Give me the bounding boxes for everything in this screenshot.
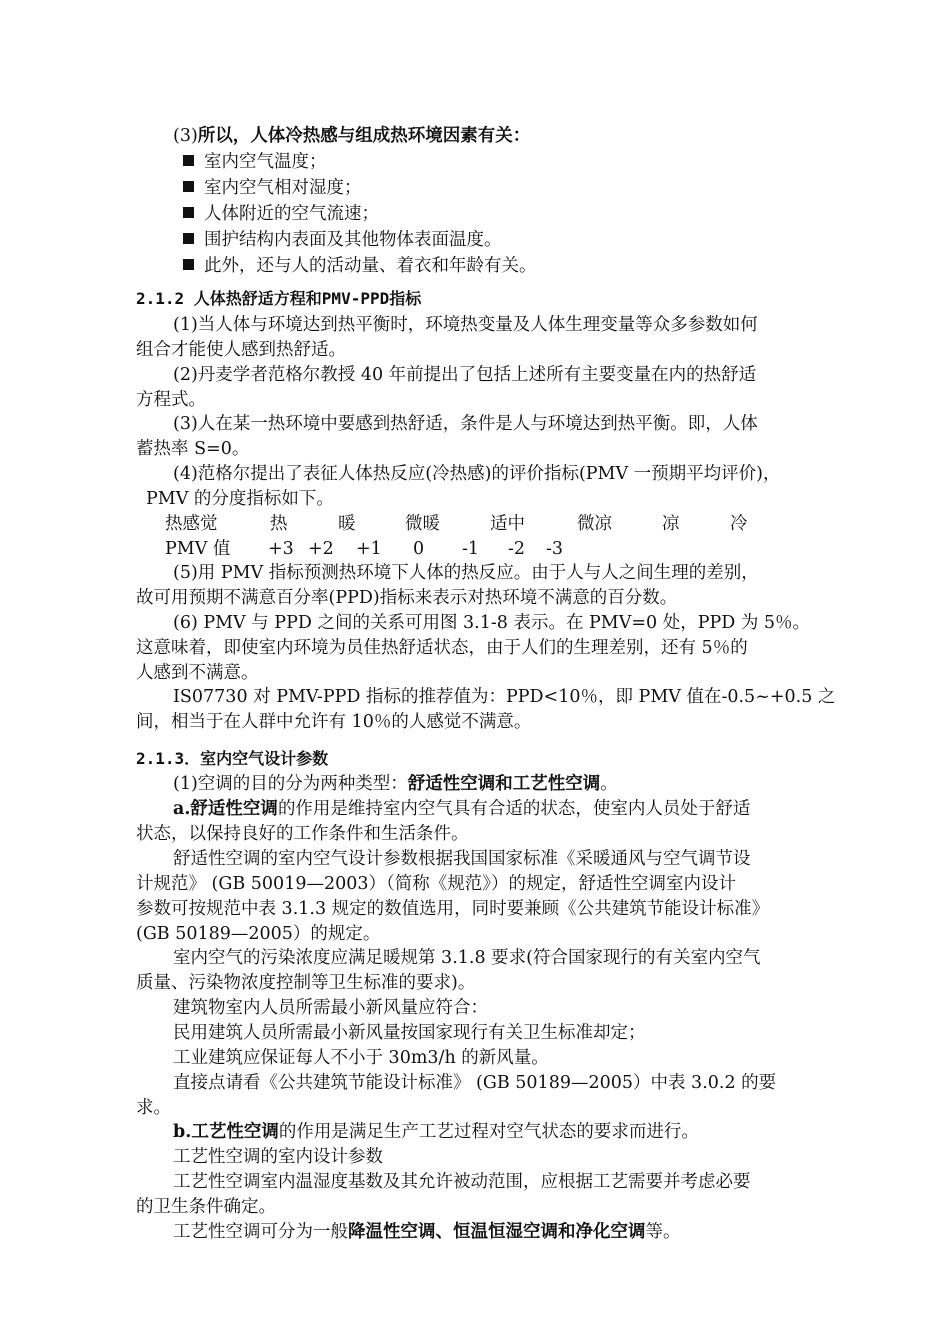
paragraph-line [173,797,750,821]
scale-value: +1 [356,539,382,559]
paragraph-line: 工业建筑应保证每人不小于 30m3/h 的新风量。 [173,1048,549,1068]
list-item-text: 室内空气相对湿度； [204,178,362,198]
paragraph-line: 故可用预期不满意百分率(PPD)指标来表示对热环境不满意的百分数。 [136,588,678,608]
scale-sensation: 适中 [490,514,525,534]
text-run: 的作用是满足生产工艺过程对空气状态的要求而进行。 [278,1122,699,1142]
text-run: 。 [600,774,618,794]
list-item [183,254,537,278]
paragraph-line: 直接点请看《公共建筑节能设计标准》 (GB 50189—2005）中表 3.0.2 的要 [173,1073,777,1093]
scale-value: -2 [508,539,526,559]
paragraph-line: (1)当人体与环境达到热平衡时，环境热变量及人体生理变量等众多参数如何 [173,315,758,335]
paragraph-line: 质量、污染物浓度控制等卫生标准的要求)。 [136,973,476,993]
scale-value-label: PMV 值 [165,539,231,559]
list-item [183,228,502,252]
list-item [183,150,327,174]
scale-sensation: 冷 [730,514,748,534]
text-run-bold: a.舒适性空调 [173,799,278,819]
paragraph-line: PMV 的分度指标如下。 [146,489,334,509]
square-bullet-icon [183,259,194,270]
text-run-bold: 舒适性空调和工艺性空调 [407,774,601,794]
factors-intro-text: 所以，人体冷热感与组成热环境因素有关： [197,126,531,146]
text-run: 的作用是维持室内空气具有合适的状态，使室内人员处于舒适 [277,799,751,819]
scale-value: -1 [462,539,480,559]
paragraph-line: 求。 [136,1098,171,1118]
paragraph-line: (3)人在某一热环境中要感到热舒适，条件是人与环境达到热平衡。即，人体 [173,414,758,434]
paragraph-line [173,772,618,796]
scale-value: +2 [308,539,334,559]
paragraph-line: 民用建筑人员所需最小新风量按国家现行有关卫生标准却定； [173,1023,646,1043]
list-item-text: 室内空气温度； [204,152,327,172]
paragraph-line: 舒适性空调的室内空气设计参数根据我国国家标准《采暖通风与空气调节设 [173,849,751,869]
paragraph-line: 间，相当于在人群中允许有 10％的人感觉不满意。 [136,712,532,732]
scale-sensation: 暖 [338,514,356,534]
square-bullet-icon [183,155,194,166]
factors-intro-number: (3) [173,126,198,146]
section-heading-2-1-3: 2.1.3．室内空气设计参数 [136,749,329,768]
paragraph-line: (5)用 PMV 指标预测热环境下人体的热反应。由于人与人之间生理的差别， [173,563,759,583]
paragraph-line: (6) PMV 与 PPD 之间的关系可用图 3.1-8 表示。在 PMV=0 处，PPD 为 5％。 [173,613,811,633]
paragraph-line: 组合才能使人感到热舒适。 [136,340,346,360]
scale-sensation: 微凉 [577,514,612,534]
scale-value: +3 [268,539,294,559]
paragraph-line [173,1220,681,1244]
section-heading-2-1-2: 2.1.2 人体热舒适方程和PMV-PPD指标 [136,289,422,308]
paragraph-line: 参数可按规范中表 3.1.3 规定的数值选用，同时要兼顾《公共建筑节能设计标准》 [136,899,770,919]
paragraph-line: IS07730 对 PMV-PPD 指标的推荐值为：PPD<10％，即 PMV 值在-0.5~+0.5 之 [173,687,836,707]
text-run-bold: b.工艺性空调 [173,1122,279,1142]
paragraph-line: 的卫生条件确定。 [136,1197,276,1217]
text-run-bold: 降温性空调、恒温恒湿空调和净化空调 [348,1222,646,1242]
scale-sensation-label: 热感觉 [165,514,218,534]
paragraph-line: 工艺性空调室内温湿度基数及其允许被动范围，应根据工艺需要并考虑必要 [173,1172,751,1192]
scale-sensation: 凉 [662,514,680,534]
factors-intro [173,124,530,148]
square-bullet-icon [183,233,194,244]
list-item-text: 围护结构内表面及其他物体表面温度。 [204,230,502,250]
scale-value: -3 [546,539,564,559]
list-item [183,176,362,200]
paragraph-line: (2)丹麦学者范格尔教授 40 年前提出了包括上述所有主要变量在内的热舒适 [173,365,757,385]
paragraph-line: 方程式。 [136,390,206,410]
scale-value: 0 [413,539,425,559]
paragraph-line: 工艺性空调的室内设计参数 [173,1147,383,1167]
paragraph-line: 计规范》 (GB 50019—2003）（简称《规范》）的规定，舒适性空调室内设计 [136,874,736,894]
list-item [183,202,379,226]
list-item-text: 人体附近的空气流速； [204,204,379,224]
text-run: 工艺性空调可分为一般 [173,1222,348,1242]
paragraph-line: (GB 50189—2005）的规定。 [136,924,381,944]
list-item-text: 此外，还与人的活动量、着衣和年龄有关。 [204,256,537,276]
paragraph-line: 蓄热率 S=0。 [136,439,250,459]
scale-sensation: 微暖 [405,514,440,534]
paragraph-line: 室内空气的污染浓度应满足暖规第 3.1.8 要求(符合国家现行的有关室内空气 [173,948,761,968]
scale-sensation: 热 [270,514,288,534]
paragraph-line: 建筑物室内人员所需最小新风量应符合： [173,998,488,1018]
square-bullet-icon [183,181,194,192]
paragraph-line: 人感到不满意。 [136,663,259,683]
text-run: (1)空调的目的分为两种类型： [173,774,408,794]
square-bullet-icon [183,207,194,218]
paragraph-line: 状态，以保持良好的工作条件和生活条件。 [136,824,469,844]
paragraph-line: (4)范格尔提出了表征人体热反应(冷热感)的评价指标(PMV 一预期平均评价)， [173,464,781,484]
paragraph-line: 这意味着，即使室内环境为员佳热舒适状态，由于人们的生理差别，还有 5％的 [136,638,748,658]
paragraph-line [173,1120,699,1144]
text-run: 等。 [645,1222,681,1242]
